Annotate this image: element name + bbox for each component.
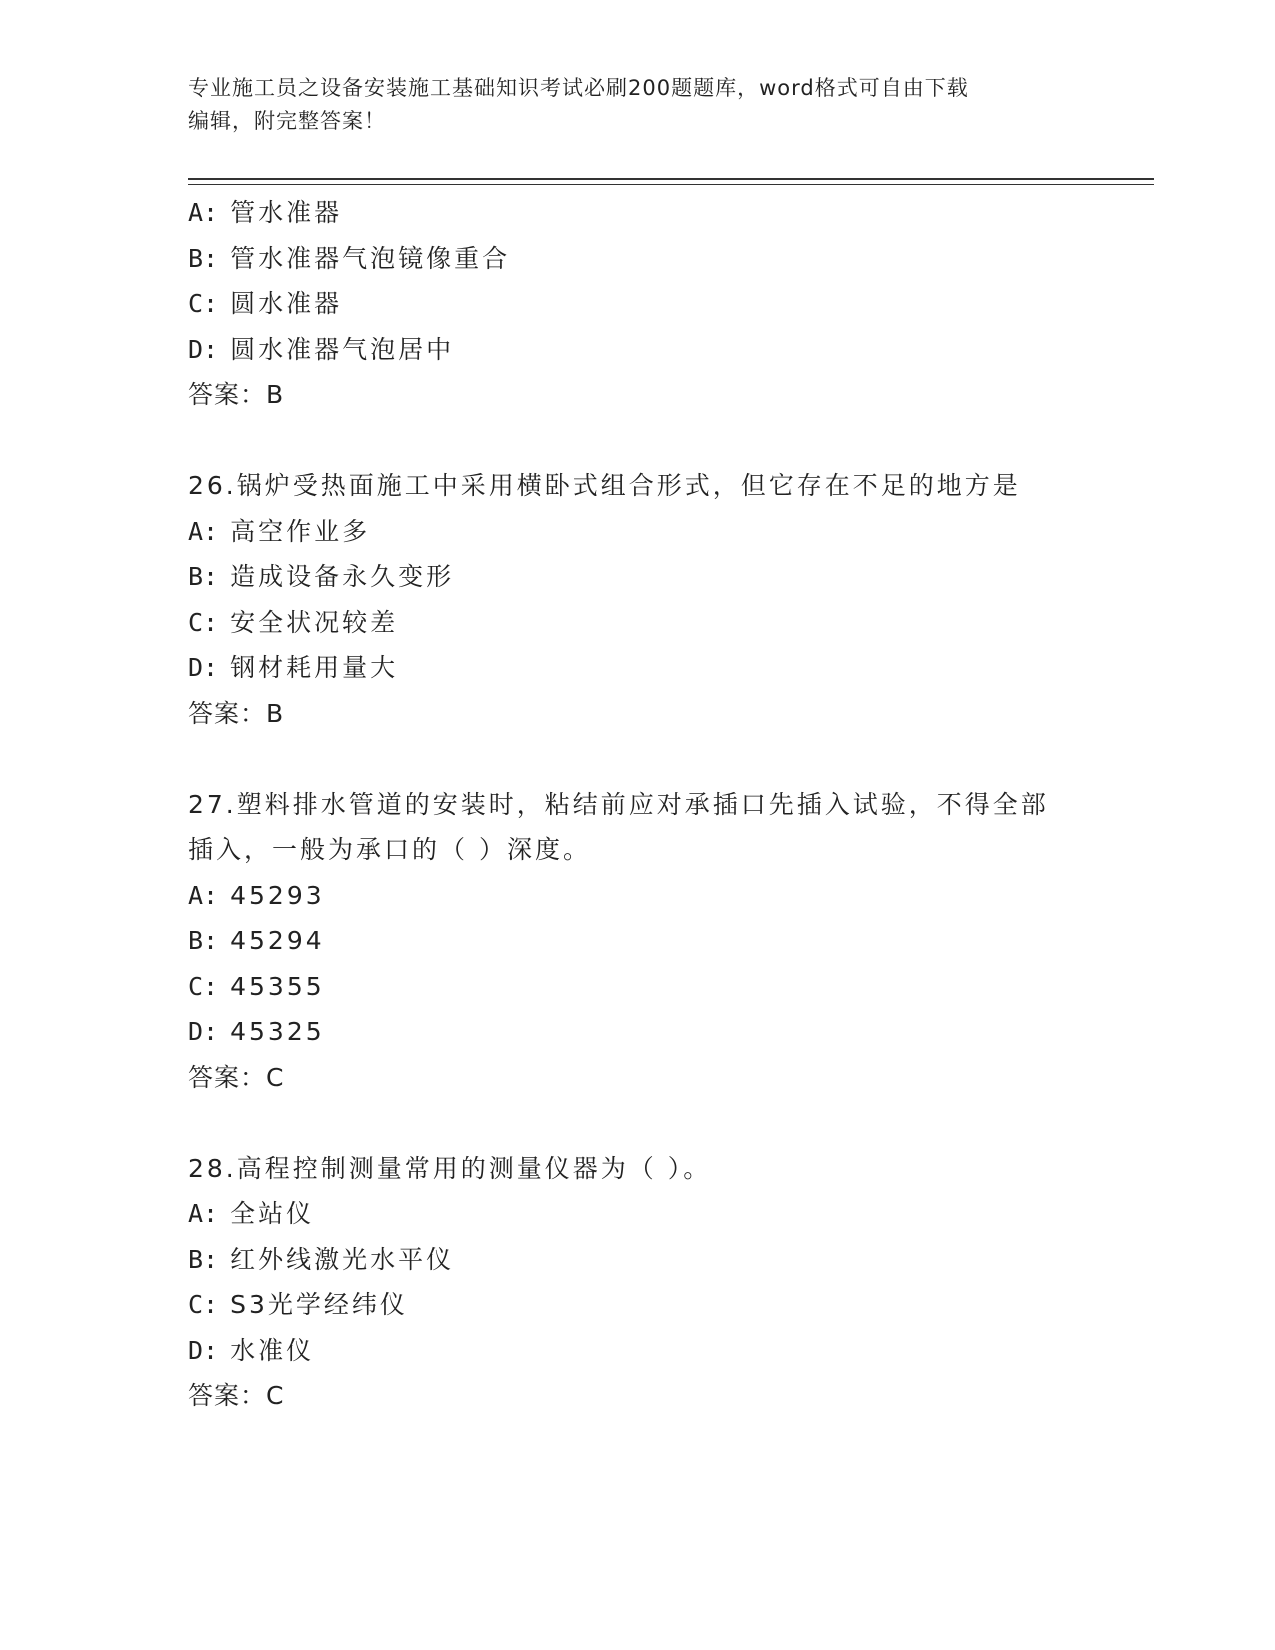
answer: 答案：B [188,698,285,728]
option-b: B: 45294 [188,926,325,955]
question-28 [188,1146,1128,1419]
header-line-1: 专业施工员之设备安装施工基础知识考试必刷200题题库，word格式可自由下载 [188,76,969,100]
question-text: 28.高程控制测量常用的测量仪器为（ ）。 [188,1153,712,1183]
option-c: C: 圆水准器 [188,289,343,318]
answer: 答案：B [188,380,285,409]
header-line-2: 编辑，附完整答案！ [188,109,386,133]
option-d: D: 圆水准器气泡居中 [188,334,455,364]
spacer [188,1100,1128,1146]
option-b: B: 红外线激光水平仪 [188,1244,455,1274]
answer: 答案：C [188,1381,285,1410]
option-b: B: 造成设备永久变形 [188,562,455,591]
option-a: A: 全站仪 [188,1199,315,1228]
question-25 [188,190,1128,418]
question-text: 26.锅炉受热面施工中采用横卧式组合形式，但它存在不足的地方是 [188,471,1021,500]
spacer [188,736,1128,782]
header-divider-thin [188,184,1154,185]
spacer [188,418,1128,464]
answer: 答案：C [188,1062,285,1092]
option-c: C: 45355 [188,971,325,1001]
option-a: A: 高空作业多 [188,516,371,546]
option-c: C: S3光学经纬仪 [188,1290,408,1319]
question-text-line-2: 插入，一般为承口的（ ）深度。 [188,835,591,864]
option-d: D: 水准仪 [188,1335,315,1365]
option-d: D: 45325 [188,1017,325,1046]
option-c: C: 安全状况较差 [188,607,399,637]
option-a: A: 45293 [188,880,325,910]
question-26 [188,463,1128,736]
option-a: A: 管水准器 [188,198,343,227]
question-text-line-1: 27.塑料排水管道的安装时，粘结前应对承插口先插入试验，不得全部 [188,789,1049,819]
document-header [188,72,1088,138]
option-d: D: 钢材耗用量大 [188,653,399,682]
question-27 [188,782,1128,1101]
header-divider-thick [188,178,1154,180]
question-list [188,190,1128,1419]
option-b: B: 管水准器气泡镜像重合 [188,243,511,273]
